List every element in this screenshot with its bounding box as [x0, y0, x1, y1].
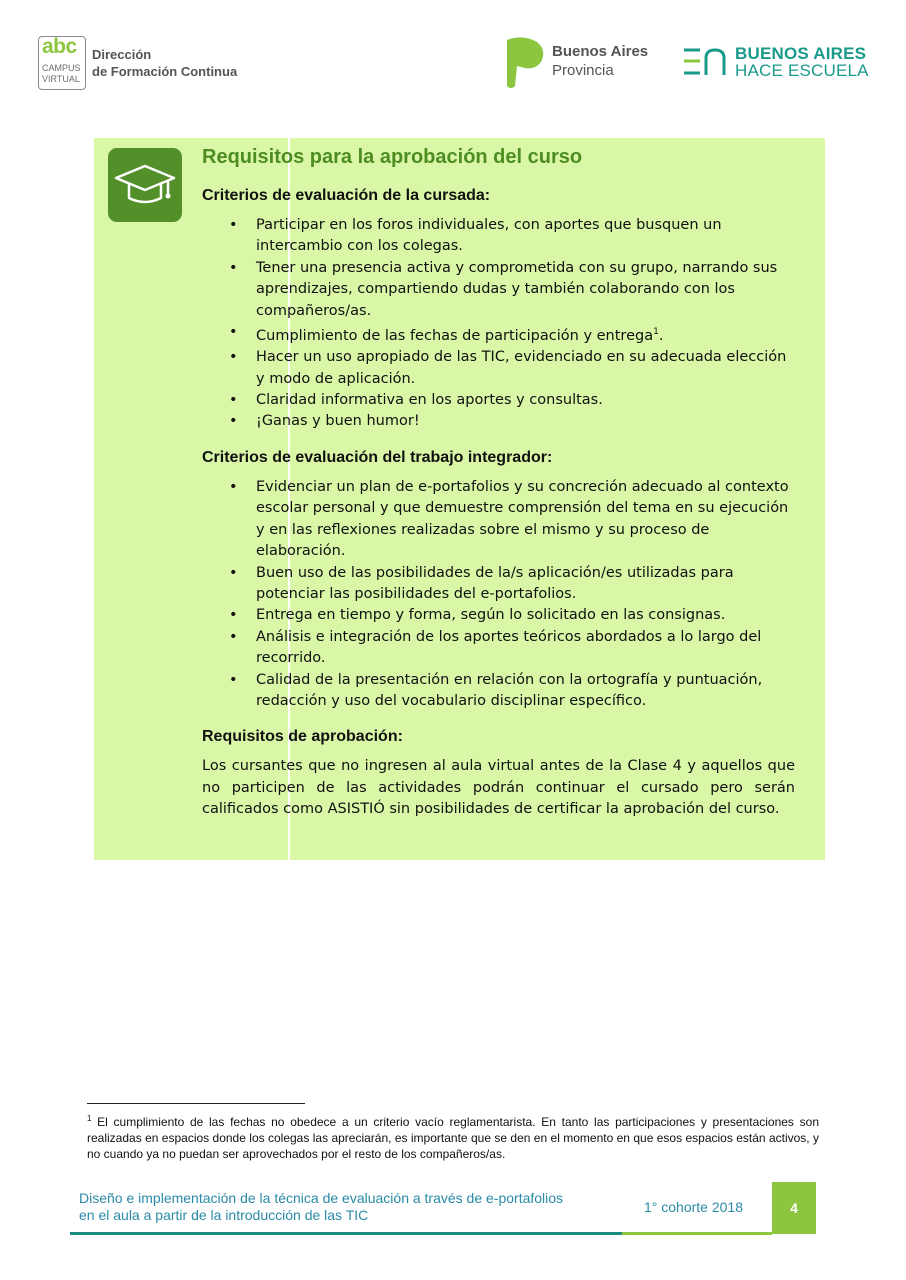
footer-cohort: 1° cohorte 2018	[644, 1199, 744, 1215]
list-item: • Tener una presencia activa y comprometida con su grupo, narrando sus aprendizajes, compartiendo dudas y también colaborando con los compañeros/as.	[256, 258, 795, 322]
approval-requirements-heading: Requisitos de aprobación:	[202, 728, 403, 746]
approval-requirements-text: Los cursantes que no ingresen al aula virtual antes de la Clase 4 y aquellos que no participen de las actividades podrán continuar el cursado pero serán calificados como ASISTIÓ sin posibilidades de certificar la aprobación del curso.	[202, 758, 795, 818]
requirements-box	[94, 138, 825, 860]
footnote	[87, 1111, 819, 1162]
course-criteria-heading: Criterios de evaluación de la cursada:	[202, 187, 491, 204]
direction-line2: de Formación Continua	[92, 64, 238, 79]
abc-logo-line1: CAMPUS	[42, 63, 81, 73]
abc-logo-word: abc	[42, 35, 77, 58]
school-line2: HACE ESCUELA	[735, 61, 869, 80]
direction-line1: Dirección	[92, 47, 152, 62]
footnote-text: El cumplimiento de las fechas no obedece a un criterio vacío reglamentarista. En tanto las participaciones y presentaciones son realizadas en espacios donde los colegas las apreciarán, es importante que se den en el momento en que esos espacios están activos, y no cuando ya no puedan ser aprovechados por el resto de los compañeros/as.	[87, 1115, 819, 1161]
list-item: • ¡Ganas y buen humor!	[256, 411, 795, 432]
abc-campus-virtual-logo	[38, 36, 86, 90]
integrator-criteria-list	[202, 477, 795, 712]
footer-title-line1: Diseño e implementación de la técnica de evaluación a través de e-portafolios	[79, 1190, 564, 1206]
school-line1: BUENOS AIRES	[735, 44, 867, 63]
list-item: • Análisis e integración de los aportes teóricos abordados a lo largo del recorrido.	[256, 627, 795, 670]
footer-title-line2: en el aula a partir de la introducción de las TIC	[79, 1207, 369, 1223]
course-criteria-list	[202, 215, 795, 433]
list-item: • Calidad de la presentación en relación con la ortografía y puntuación, redacción y uso del vocabulario disciplinar específico.	[256, 670, 795, 713]
buenos-aires-hace-escuela-logo-icon	[682, 46, 730, 78]
list-item-text: Cumplimiento de las fechas de participación y entrega	[256, 327, 654, 344]
page-number: 4	[772, 1182, 816, 1234]
graduation-cap-icon	[108, 148, 182, 222]
footnote-separator	[87, 1103, 305, 1104]
list-item: • Evidenciar un plan de e-portafolios y su concreción adecuado al contexto escolar personal y que demuestre comprensión del tema en su ejecución y en las reflexiones realizadas sobre el mismo y su proceso de elaboración.	[256, 477, 795, 563]
abc-logo-line2: VIRTUAL	[42, 74, 80, 84]
list-item: • Cumplimiento de las fechas de participación y entrega$^1$.	[256, 322, 795, 347]
footer-course-title	[79, 1190, 563, 1224]
footnote-marker: 1	[87, 1114, 92, 1123]
footer-bar-green	[622, 1232, 772, 1235]
direction-name	[92, 46, 237, 80]
footnote-reference[interactable]: 1	[653, 327, 659, 338]
province-line2: Provincia	[552, 62, 614, 79]
buenos-aires-provincia-logo-icon	[503, 36, 545, 90]
list-item: • Buen uso de las posibilidades de la/s aplicación/es utilizadas para potenciar las posibilidades del e-portafolios.	[256, 563, 795, 606]
province-line1: Buenos Aires	[552, 43, 649, 60]
list-item: • Entrega en tiempo y forma, según lo solicitado en las consignas.	[256, 605, 795, 626]
list-item: • Claridad informativa en los aportes y consultas.	[256, 390, 795, 411]
list-item: • Hacer un uso apropiado de las TIC, evidenciado en su adecuada elección y modo de aplicación.	[256, 347, 795, 390]
integrator-criteria-heading: Criterios de evaluación del trabajo integrador:	[202, 448, 553, 466]
requirements-content	[202, 146, 795, 821]
section-title: Requisitos para la aprobación del curso	[202, 146, 583, 168]
footer-bar-teal	[70, 1232, 622, 1235]
list-item: • Participar en los foros individuales, con aportes que busquen un intercambio con los colegas.	[256, 215, 795, 258]
